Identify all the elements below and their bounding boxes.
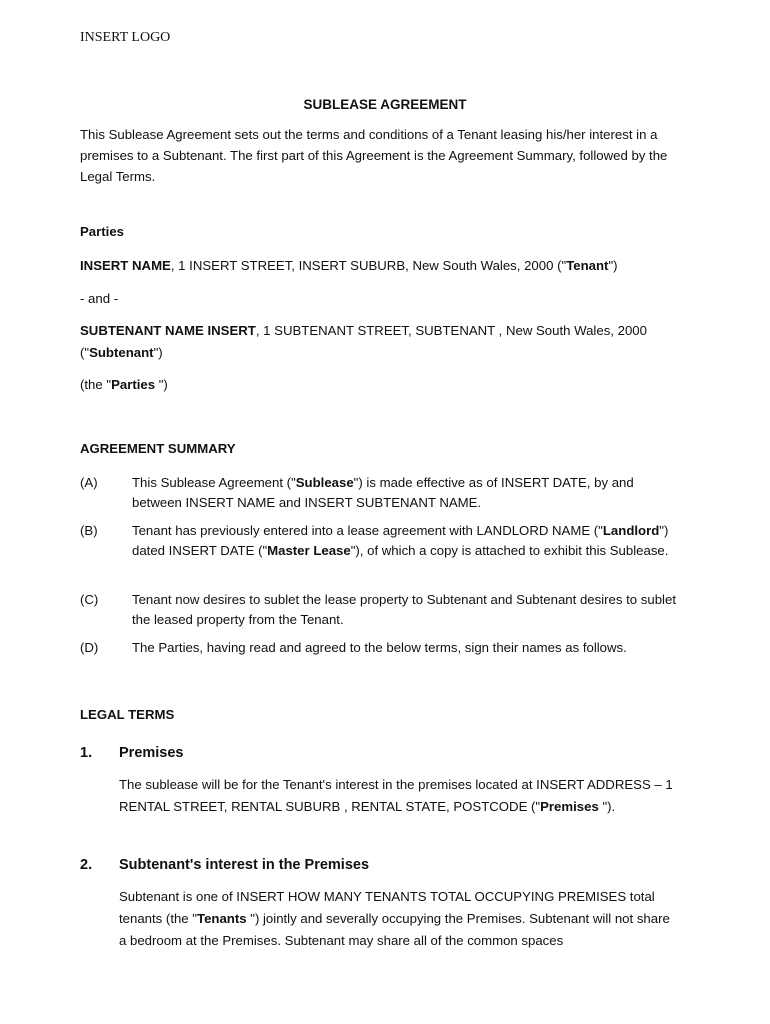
item-label: (B) (80, 523, 98, 538)
summary-item-b (80, 521, 680, 561)
item-text: The Parties, having read and agreed to the below terms, sign their names as follows. (132, 640, 627, 655)
tenant-close: ") (608, 258, 618, 273)
parties-open: (the " (80, 377, 112, 392)
text-run: This Sublease Agreement (" (132, 475, 296, 490)
defined-term: Tenants (197, 911, 247, 926)
parties-close: ") (155, 377, 168, 392)
section-number: 2. (80, 857, 93, 873)
summary-item-c (80, 590, 680, 630)
text-run: "). (598, 799, 616, 814)
text-run: The sublease will be for the Tenant's interest in the premises located at INSERT ADDRESS – 1 RENTAL STREET, RENTAL SUBURB , RENTAL STATE, POSTCODE (" (119, 777, 673, 814)
item-text (132, 473, 680, 513)
subtenant-address: , 1 SUBTENANT STREET, SUBTENANT , New South Wales, 2000 (" (80, 323, 647, 360)
text-run: ") is made effective as of INSERT DATE, by and between INSERT NAME and INSERT SUBTENANT NAME. (132, 475, 634, 510)
document-title: SUBLEASE AGREEMENT (303, 97, 467, 112)
subtenant-name: SUBTENANT NAME INSERT (80, 323, 256, 338)
text-run: Tenant has previously entered into a lease agreement with LANDLORD NAME (" (132, 523, 603, 538)
defined-term: Landlord (602, 523, 660, 538)
item-text (132, 521, 680, 561)
section-number: 1. (80, 745, 93, 761)
tenant-party (80, 255, 690, 276)
text-run: ") jointly and severally occupying the Premises. Subtenant will not share a bedroom at the Premises. Subtenant may share all of the common spaces (119, 911, 670, 948)
text-run: ") dated INSERT DATE (" (132, 523, 669, 558)
section-1-heading (80, 745, 184, 761)
text-run: "), of which a copy is attached to exhibit this Sublease. (350, 543, 669, 558)
parties-definition (80, 374, 690, 395)
summary-item-d (80, 638, 680, 658)
summary-item-a (80, 473, 680, 513)
subtenant-party (80, 320, 670, 364)
text-run: Subtenant is one of INSERT HOW MANY TENANTS TOTAL OCCUPYING PREMISES total tenants (the " (119, 889, 655, 926)
tenant-term: Tenant (566, 258, 609, 273)
and-separator: - and - (80, 291, 119, 306)
tenant-name: INSERT NAME (80, 258, 171, 273)
item-label: (D) (80, 640, 99, 655)
item-label: (A) (80, 475, 98, 490)
parties-heading: Parties (80, 224, 124, 239)
section-title: Subtenant's interest in the Premises (119, 857, 370, 873)
tenant-address: , 1 INSERT STREET, INSERT SUBURB, New South Wales, 2000 (" (170, 258, 567, 273)
subtenant-close: ") (153, 345, 163, 360)
legal-terms-heading: LEGAL TERMS (80, 707, 175, 722)
parties-term: Parties (111, 377, 156, 392)
item-label: (C) (80, 592, 99, 607)
defined-term: Master Lease (267, 543, 351, 558)
section-2-heading (80, 857, 369, 873)
logo-placeholder: INSERT LOGO (80, 30, 171, 45)
section-title: Premises (119, 745, 184, 761)
defined-term: Sublease (295, 475, 354, 490)
agreement-summary-heading: AGREEMENT SUMMARY (80, 441, 236, 456)
item-text: Tenant now desires to sublet the lease property to Subtenant and Subtenant desires to sublet the leased property from the Tenant. (132, 592, 676, 627)
section-1-body (119, 774, 689, 818)
section-2-body (119, 886, 679, 952)
defined-term: Premises (540, 799, 599, 814)
subtenant-term: Subtenant (89, 345, 154, 360)
intro-paragraph: This Sublease Agreement sets out the terms and conditions of a Tenant leasing his/her interest in a premises to a Subtenant. The first part of this Agreement is the Agreement Summary, followed by the Legal Terms. (80, 127, 668, 184)
